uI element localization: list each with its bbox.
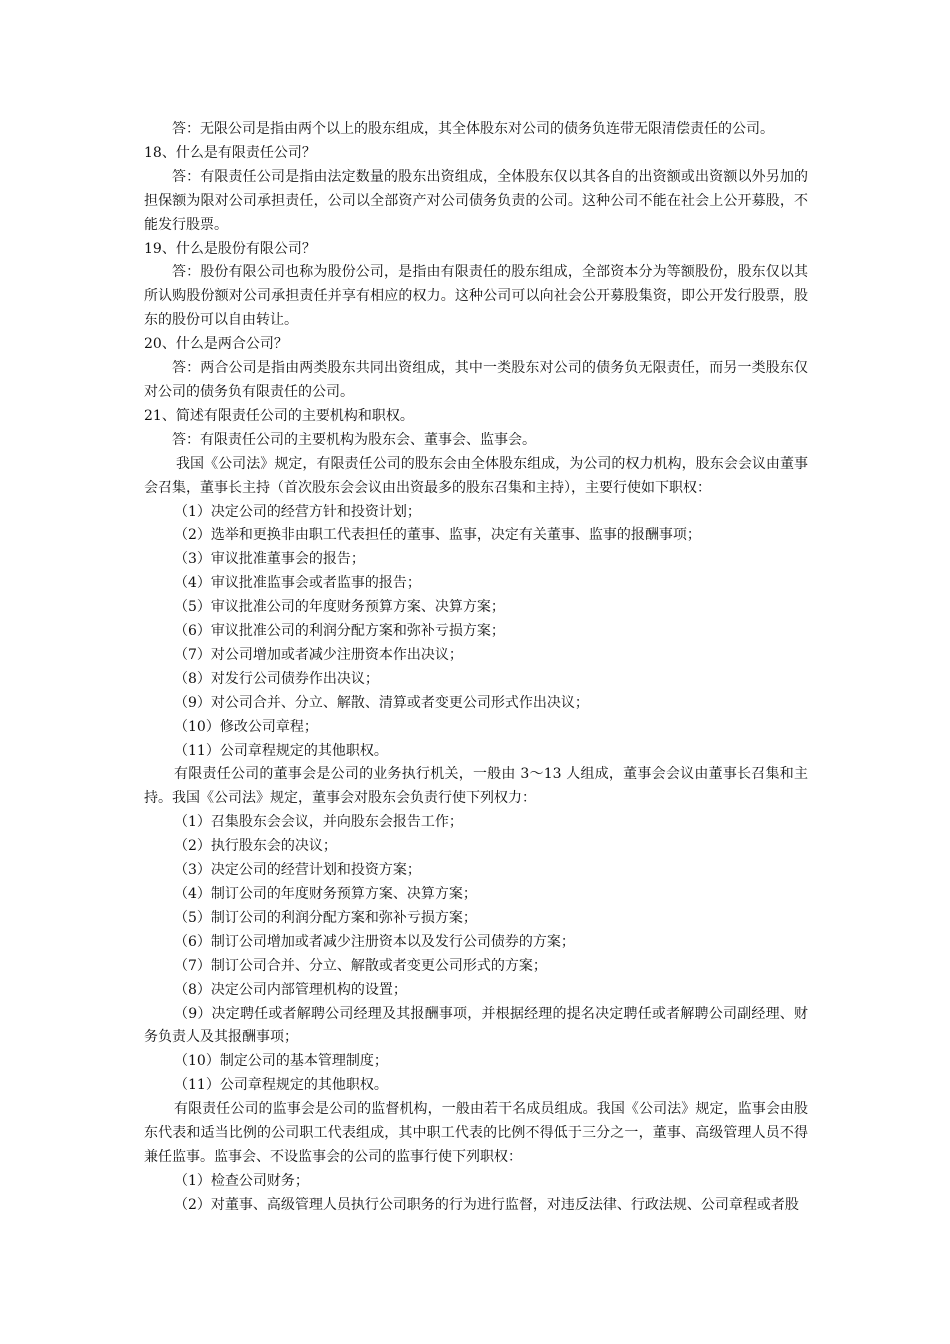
list-item: （2）执行股东会的决议； (174, 838, 337, 855)
list-item: （8）对发行公司债券作出决议； (174, 670, 379, 687)
list-item: （8）决定公司内部管理机构的设置； (174, 981, 407, 998)
answer-paragraph: 答：有限责任公司是指由法定数量的股东出资组成，全体股东仅以其各自的出资额或出资额以外另加的担保额为限对公司承担责任，公司以全部资产对公司债务负责的公司。这种公司不能在社会上公开募股，不能发行股票。 (144, 168, 808, 233)
list-item: （7）制订公司合并、分立、解散或者变更公司形式的方案； (174, 957, 547, 974)
body-paragraph: 有限责任公司的董事会是公司的业务执行机关，一般由 3～13 人组成，董事会会议由董事长召集和主持。我国《公司法》规定，董事会对股东会负责行使下列权力： (144, 766, 808, 807)
question-heading: 19、什么是股份有限公司？ (144, 240, 316, 257)
list-item: （6）审议批准公司的利润分配方案和弥补亏损方案； (174, 623, 505, 640)
list-item: （4）审议批准监事会或者监事的报告； (174, 575, 421, 592)
list-item: （2）选举和更换非由职工代表担任的董事、监事，决定有关董事、监事的报酬事项； (174, 527, 701, 544)
body-paragraph: 我国《公司法》规定，有限责任公司的股东会由全体股东组成，为公司的权力机构，股东会会议由董事会召集，董事长主持（首次股东会会议由出资最多的股东召集和主持），主要行使如下职权： (144, 455, 808, 496)
list-item: （9）决定聘任或者解聘公司经理及其报酬事项，并根据经理的提名决定聘任或者解聘公司副经理、财务负责人及其报酬事项； (144, 1005, 808, 1046)
question-heading: 20、什么是两合公司？ (144, 336, 288, 353)
body-paragraph: 有限责任公司的监事会是公司的监督机构，一般由若干名成员组成。我国《公司法》规定，监事会由股东代表和适当比例的公司职工代表组成，其中职工代表的比例不得低于三分之一，董事、高级管理人员不得兼任监事。监事会、不设监事会的公司的监事行使下列职权： (144, 1101, 808, 1165)
list-item: （7）对公司增加或者减少注册资本作出决议； (174, 646, 463, 663)
question-heading: 18、什么是有限责任公司？ (144, 144, 316, 161)
list-item: （4）制订公司的年度财务预算方案、决算方案； (174, 886, 477, 902)
answer-paragraph: 答：无限公司是指由两个以上的股东组成，其全体股东对公司的债务负连带无限清偿责任的公司。 (172, 121, 774, 137)
list-item: （3）审议批准董事会的报告； (174, 551, 365, 568)
list-item: （11）公司章程规定的其他职权。 (174, 1077, 388, 1094)
list-item: （9）对公司合并、分立、解散、清算或者变更公司形式作出决议； (174, 694, 589, 711)
list-item: （5）制订公司的利润分配方案和弥补亏损方案； (174, 909, 477, 926)
list-item: （11）公司章程规定的其他职权。 (174, 742, 388, 759)
list-item: （2）对董事、高级管理人员执行公司职务的行为进行监督，对违反法律、行政法规、公司章程或者股 (174, 1196, 799, 1213)
answer-paragraph: 答：股份有限公司也称为股份公司，是指由有限责任的股东组成，全部资本分为等额股份，股东仅以其所认购股份额对公司承担责任并享有相应的权力。这种公司可以向社会公开募股集资，即公开发行股票，股东的股份可以自由转让。 (144, 264, 808, 329)
list-item: （3）决定公司的经营计划和投资方案； (174, 862, 421, 879)
list-item: （1）决定公司的经营方针和投资计划； (174, 503, 421, 520)
document-page (144, 118, 808, 1218)
list-item: （1）召集股东会会议，并向股东会报告工作； (174, 814, 463, 831)
list-item: （1）检查公司财务； (174, 1172, 309, 1189)
answer-paragraph: 答：两合公司是指由两类股东共同出资组成，其中一类股东对公司的债务负无限责任，而另一类股东仅对公司的债务负有限责任的公司。 (144, 360, 808, 400)
list-item: （6）制订公司增加或者减少注册资本以及发行公司债券的方案； (174, 933, 575, 950)
list-item: （10）制定公司的基本管理制度； (174, 1053, 388, 1070)
list-item: （10）修改公司章程； (174, 718, 318, 735)
answer-paragraph: 答：有限责任公司的主要机构为股东会、董事会、监事会。 (172, 431, 536, 448)
question-heading: 21、简述有限责任公司的主要机构和职权。 (144, 407, 414, 424)
list-item: （5）审议批准公司的年度财务预算方案、决算方案； (174, 599, 505, 616)
